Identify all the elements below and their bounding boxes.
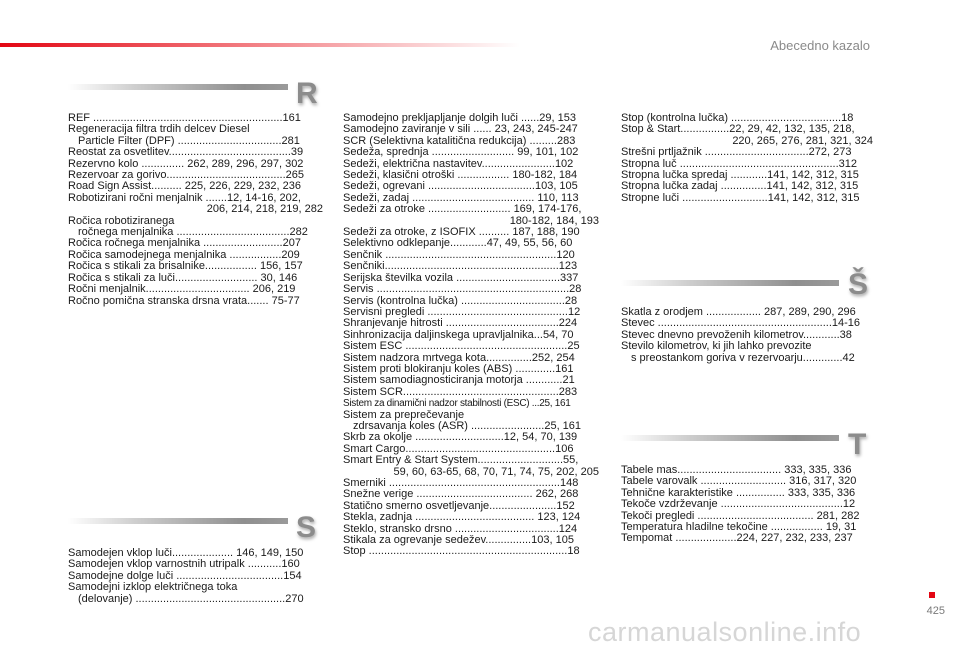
section-rule-t (621, 435, 839, 441)
index-entry: Stop (kontrolna lučka) ....................................18 (621, 113, 854, 124)
index-entry: Smart Entry & Start System............................55, (343, 455, 579, 467)
index-entry: Samodejen vklop luči.................... 146, 149, 150 (68, 548, 304, 559)
index-entry: Tekoči pregledi ...................................... 281, 282 (621, 510, 860, 522)
index-entry: Tabele mas.................................. 333, 335, 336 (621, 465, 852, 476)
index-entry: Tabele varovalk ............................ 316, 317, 320 (621, 476, 857, 488)
index-entry: Tekoče vzdrževanje ........................................12 (621, 499, 856, 511)
index-entry: Selektivno odklepanje............47, 49, 55, 56, 60 (343, 238, 573, 250)
index-entry: Regeneracija filtra trdih delcev Diesel (68, 124, 250, 136)
index-entry: Serijska številka vozila ..................................337 (343, 272, 579, 284)
index-entry: 59, 60, 63-65, 68, 70, 71, 74, 75, 202, 205 (393, 466, 599, 478)
index-entry: Sedeža, sprednja ........................... 99, 101, 102 (343, 147, 579, 159)
index-entry: Ročni menjalnik.................................. 206, 219 (68, 284, 296, 296)
index-entry: Ročica s stikali za brisalnike................. 156, 157 (68, 261, 303, 273)
index-entry: Samodejno zaviranje v sili ...... 23, 243, 245-247 (343, 124, 578, 136)
index-column-s-right (621, 113, 873, 204)
index-column-s (68, 548, 323, 605)
page-number: 425 (926, 605, 945, 617)
index-entry: Robotizirani ročni menjalnik .......12, 14-16, 202, (68, 192, 301, 204)
index-entry: Tehnične karakteristike ................ 333, 335, 336 (621, 487, 856, 499)
index-column-sh (621, 307, 873, 364)
index-entry: Samodejne dolge luči ...................................154 (68, 570, 302, 582)
index-entry: Sistem SCR...................................................283 (343, 386, 578, 398)
index-entry: Stropna lučka spredaj ............141, 142, 312, 315 (621, 170, 859, 182)
index-entry: Ročica samodejnega menjalnika .................209 (68, 249, 300, 261)
section-letter-sh: Š (848, 268, 869, 301)
index-entry: Sistem ESC .....................................................25 (343, 341, 580, 353)
index-entry: Sedeži, električna nastavitev........................102 (343, 158, 574, 170)
index-entry: Shranjevanje hitrosti .....................................224 (343, 318, 578, 330)
index-entry: 220, 265, 276, 281, 321, 324 (732, 135, 873, 147)
index-entry: Temperatura hladilne tekočine ................. 19, 31 (621, 522, 857, 534)
index-entry: Škatla z orodjem .................. 287, 289, 290, 296 (621, 307, 856, 318)
page-header-title: Abecedno kazalo (770, 38, 870, 53)
index-entry: ročnega menjalnika .....................................282 (78, 227, 308, 239)
section-letter-r: R (296, 77, 318, 110)
index-entry: REF ..............................................................161 (68, 113, 301, 124)
index-entry: Tempomat ....................224, 227, 232, 233, 237 (621, 533, 853, 545)
index-entry: Servisni pregledi ..............................................12 (343, 306, 581, 318)
index-entry: Samodejno prekljapljanje dolgih luči ......29, 153 (343, 113, 576, 124)
index-entry: 180-182, 184, 193 (509, 215, 599, 227)
index-entry: Števec .........................................................14-16 (621, 318, 861, 330)
index-entry: zdrsavanja koles (ASR) ........................25, 161 (353, 420, 582, 432)
watermark: carmanualsonline.info (588, 617, 862, 647)
index-column-t (621, 465, 873, 545)
index-entry: Stropne luči ............................141, 142, 312, 315 (621, 192, 860, 204)
index-entry: Servis (kontrolna lučka) ..................................28 (343, 295, 578, 307)
section-letter-t: T (848, 428, 867, 461)
index-entry: Sistem nadzora mrtvega kota...............252, 254 (343, 352, 575, 364)
index-entry: Sedeži za otroke, z ISOFIX .......... 187, 188, 190 (343, 227, 580, 239)
index-entry: Sistem proti blokiranju koles (ABS) .............161 (343, 363, 574, 375)
index-entry: (delovanje) .................................................270 (78, 593, 304, 605)
section-rule-sh (621, 280, 839, 286)
index-entry: Stikala za ogrevanje sedežev...............103, 105 (343, 535, 574, 547)
index-entry: Ročica ročnega menjalnika ..........................207 (68, 238, 301, 250)
index-entry: Samodejen vklop varnostnih utripalk ...........160 (68, 559, 300, 571)
index-entry: Particle Filter (DPF) ..................................281 (78, 135, 300, 147)
index-column-s-middle (343, 113, 599, 558)
index-entry: Steklo, stransko drsno ..................................124 (343, 523, 578, 535)
index-entry: Statično smerno osvetljevanje......................152 (343, 500, 575, 512)
section-rule-r (68, 84, 288, 90)
index-entry: Sedeži, ogrevani ...................................103, 105 (343, 181, 578, 193)
index-entry: Sistem samodiagnosticiranja motorja ............21 (343, 375, 575, 387)
index-entry: Rezervoar za gorivo.......................................265 (68, 170, 304, 182)
index-entry: Reostat za osvetlitev........................................39 (68, 147, 304, 159)
header-accent-bar (0, 43, 520, 47)
index-entry: Ročica robotiziranega (68, 215, 175, 227)
index-entry: SCR (Selektivna katalitična redukcija) .........283 (343, 135, 576, 147)
index-entry: Snežne verige ...................................... 262, 268 (343, 489, 579, 501)
index-entry: Stropna luč ....................................................312 (621, 158, 857, 170)
index-entry: Smart Cargo.................................................106 (343, 443, 574, 455)
index-entry: Ročica s stikali za luči........................... 30, 146 (68, 272, 298, 284)
index-entry: Števec dnevno prevoženih kilometrov............38 (621, 329, 852, 341)
index-entry: Smerniki ........................................................148 (343, 478, 579, 489)
index-entry: Sedeži za otroke ........................... 169, 174-176, (343, 204, 582, 216)
index-entry: Senčniki.........................................................123 (343, 261, 578, 273)
index-column-r (68, 113, 323, 307)
index-entry: Stropna lučka zadaj ...............141, 142, 312, 315 (621, 181, 859, 193)
index-entry: Število kilometrov, ki jih lahko prevozite (621, 341, 812, 353)
index-entry: Stekla, zadnja ....................................... 123, 124 (343, 512, 581, 524)
index-entry: Skrb za okolje .............................12, 54, 70, 139 (343, 432, 578, 444)
index-entry: Road Sign Assist.......... 225, 226, 229, 232, 236 (68, 181, 301, 193)
index-entry: Servis ...............................................................28 (343, 284, 582, 296)
index-entry: Stop .................................................................18 (343, 546, 580, 558)
index-entry: 206, 214, 218, 219, 282 (206, 204, 323, 216)
index-entry: Sedeži, klasični otroški ................. 180-182, 184 (343, 170, 578, 182)
section-letter-s: S (296, 511, 317, 544)
section-rule-s (68, 518, 288, 524)
index-entry: Sinhronizacija daljinskega upravljalnika...54, 70 (343, 329, 574, 341)
index-entry: Rezervno kolo .............. 262, 289, 296, 297, 302 (68, 158, 304, 170)
index-entry: Stop & Start................22, 29, 42, 132, 135, 218, (621, 124, 855, 136)
index-entry: Strešni prtljažnik ..................................272, 273 (621, 147, 852, 159)
index-entry: Sistem za dinamični nadzor stabilnosti (ESC) ...25, 161 (343, 398, 571, 410)
index-entry: Sedeži, zadaj ........................................ 110, 113 (343, 192, 579, 204)
index-entry: Senčnik ........................................................120 (343, 249, 575, 261)
index-entry: Samodejni izklop električnega toka (68, 582, 238, 594)
index-entry: s preostankom goriva v rezervoarju.............42 (631, 352, 855, 364)
index-entry: Ročno pomična stranska drsna vrata....... 75-77 (68, 295, 300, 307)
page-marker (929, 592, 935, 598)
index-entry: Sistem za preprečevanje (343, 409, 465, 421)
